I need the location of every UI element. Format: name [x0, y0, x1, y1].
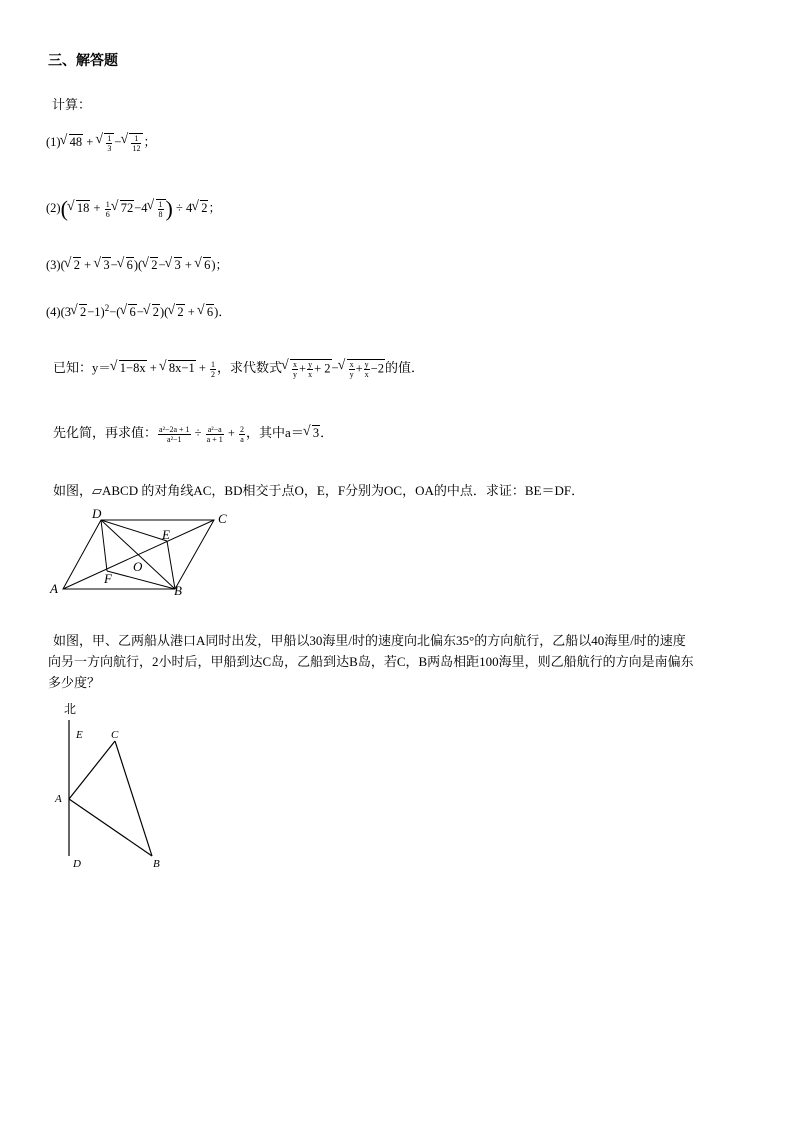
item-label: (2) [46, 201, 61, 215]
label-c: C [218, 511, 227, 526]
q1-intro: 计算： [52, 97, 92, 112]
parallelogram-figure [40, 505, 240, 600]
segment-cb [115, 741, 152, 856]
segment-de [101, 520, 167, 541]
navigation-figure [45, 698, 175, 873]
item-label: (4) [46, 305, 61, 319]
segment-ac [69, 741, 115, 799]
item-suffix: ； [208, 201, 221, 215]
label-f: F [104, 571, 112, 586]
q3-line: 先化简，再求值： $\frac{\text{a²−2a + 1}}{\text{a²−1}}$ ÷ $\frac{\text{a²−a}}{a + 1}$ + $\frac{2}{a}$ ，其中a＝√ 3． [53, 424, 333, 444]
label-e: E [162, 527, 170, 542]
label-d: D [92, 506, 102, 521]
label-d: D [73, 858, 81, 870]
label-north: 北 [64, 702, 77, 716]
q3-prefix: 先化简，再求值： [53, 425, 158, 440]
item-label: (3) [46, 258, 61, 272]
item-suffix: ． [218, 305, 231, 319]
label-b: B [153, 858, 160, 870]
label-o: O [133, 559, 143, 574]
q1-item-3: (3)(√ 2 + √ 3−√ 6)(√ 2−√ 3 + √ 6)； [46, 255, 228, 273]
q2-middle: ，求代数式 [217, 360, 283, 375]
label-c: C [111, 729, 119, 741]
q5-line-3: 多少度？ [48, 675, 101, 690]
item-suffix: ； [215, 258, 229, 272]
label-b: B [174, 583, 182, 598]
q1-item-4: (4)(3√ 2−1)$^2$−(√ 6−√ 2)(√ 2 + √ 6)． [46, 302, 231, 320]
section-title: 三、解答题 [48, 54, 118, 69]
q1-item-1: (1)√ 48 + √ $\frac{1}{3}$ − √ $\frac{1}{12}$ ； [46, 132, 156, 153]
item-label: (1) [46, 135, 61, 149]
q1-item-2: (2)(√ 18 + $\frac{1}{6}$ √ 72−4 √ $\frac{1}{8}$ ) ÷ 4√ 2； [46, 196, 221, 222]
label-a: A [55, 793, 62, 805]
q5-line-2: 向另一方向航行，2小时后，甲船到达C岛，乙船到达B岛，若C，B两岛相距100海里，则乙船航行的方向是南偏东 [48, 654, 694, 669]
q4-text: 如图，▱ABCD 的对角线AC，BD相交于点O，E，F分别为OC，OA的中点．求证：BE＝DF． [53, 483, 585, 498]
label-a: A [50, 581, 58, 596]
segment-ab [69, 799, 152, 856]
q2-line: 已知：y＝√ 1−8x + √ 8x−1 + $\frac{1}{2}$ ，求代数式 √ $\frac{x}{y}$ + $\frac{y}{x}$ + 2− √ $\frac{x}{y}$ + $\frac{y}{x}$ −2的值． [53, 358, 424, 379]
q2-suffix: 的值． [384, 360, 424, 375]
q3-middle: ，其中a＝ [246, 425, 304, 440]
q5-line-1: 如图，甲、乙两船从港口A同时出发，甲船以30海里/时的速度向北偏东35°的方向航行，乙船以40海里/时的速度 [53, 633, 686, 648]
segment-df [101, 520, 107, 571]
q3-suffix: ． [320, 425, 334, 440]
q2-prefix: 已知： [53, 360, 93, 375]
label-e: E [76, 729, 83, 741]
item-suffix: ； [143, 135, 156, 149]
segment-be [167, 541, 175, 589]
